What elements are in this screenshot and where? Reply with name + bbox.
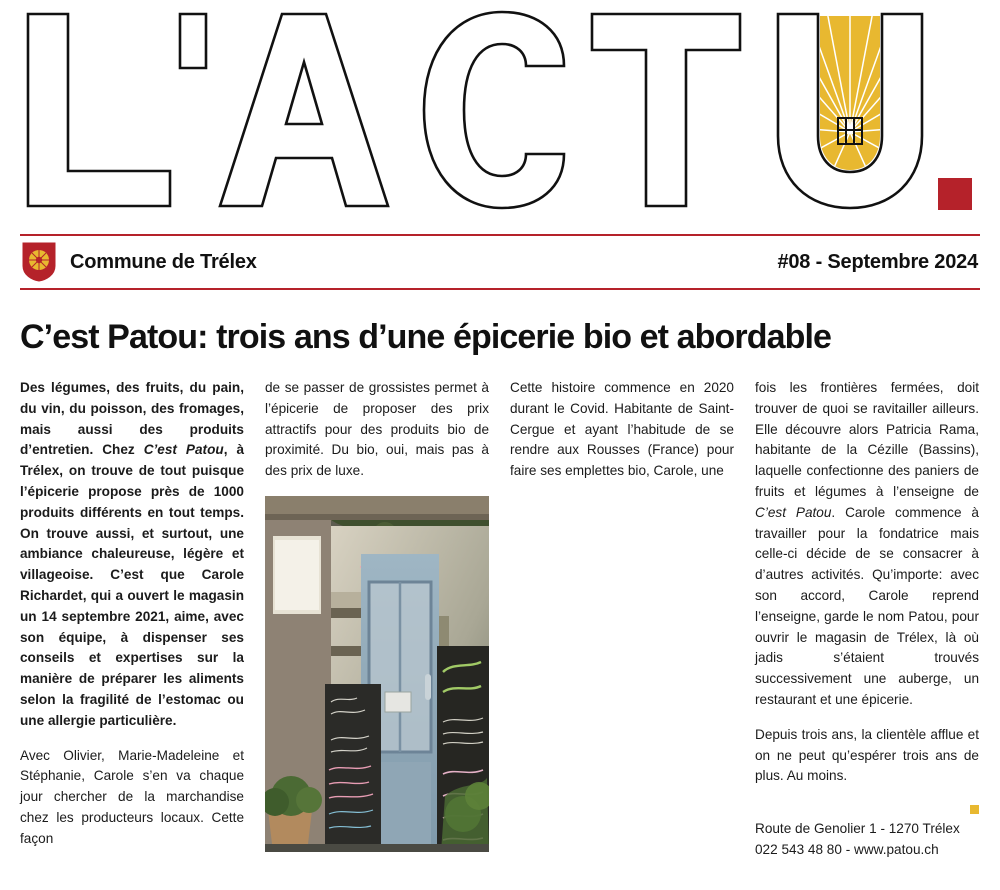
commune-bar (20, 234, 980, 290)
column-2 (265, 378, 489, 852)
paragraph: Avec Olivier, Marie-Madeleine et Stéphanie, Carole s’en va chaque jour chercher de la marchandise chez les producteurs locaux. Cette façon (20, 747, 244, 846)
paragraph: Cette histoire commence en 2020 durant le Covid. Habitante de Saint-Cergue et ayant l’habitude de se rendre aux Rousses (France) pour faire ses emplettes bio, Carole, une (510, 380, 734, 479)
issue-label: #08 - Septembre 2024 (777, 250, 978, 273)
contact-address: Route de Genolier 1 - 1270 Trélex (755, 821, 960, 837)
endmark-wrapper (755, 801, 979, 819)
masthead-accent-square (938, 178, 972, 210)
page-title: C’est Patou: trois ans d’une épicerie bio et abordable (20, 318, 832, 356)
column-1 (20, 378, 244, 864)
storefront-photo (265, 496, 489, 852)
contact-phone-web: 022 543 48 80 - www.patou.ch (755, 842, 939, 858)
article-columns (20, 378, 980, 864)
contact-block (755, 819, 979, 861)
column-4 (755, 378, 979, 861)
paragraph: Depuis trois ans, la clientèle afflue et on ne peut qu’espérer trois ans de plus. Au moins. (755, 726, 979, 784)
newsletter-page (0, 6, 1000, 890)
paragraph: de se passer de grossistes permet à l’épicerie de proposer des prix attractifs pour des produits bio de proximité. Du bio, oui, mais pas à des prix de luxe. (265, 380, 489, 479)
trelex-coat-of-arms-icon (22, 242, 56, 282)
column-3 (510, 378, 734, 496)
endmark-square (970, 805, 979, 814)
commune-label: Commune de Trélex (70, 250, 257, 273)
masthead (20, 6, 980, 224)
paragraph: Des légumes, des fruits, du pain, du vin, du poisson, des fromages, mais aussi des produits d’entretien. Chez C’est Patou, à Trélex, on trouve de tout puisque l’épicerie propose près de 1000 produits différents en tout temps. On trouve aussi, et surtout, une ambiance chaleureuse, légère et villageoise. C’est que Carole Richardet, qui a ouvert le magasin un 14 septembre 2021, aime, avec son équipe, à dispenser ses conseils et expertises sur la manière de préparer les aliments selon la fragilité de l’estomac ou une allergie particulière. (20, 380, 245, 728)
masthead-logotype (20, 6, 980, 224)
paragraph: fois les frontières fermées, doit trouver de quoi se ravitailler ailleurs. Elle découvre alors Patricia Rama, habitante de la Cézille (Bassins), laquelle confectionne des paniers de fruits et légumes à l’enseigne de C’est Patou. Carole commence à travailler pour la fondatrice mais celle-ci décide de se consacrer à d’autres activités. Qu’importe: avec son accord, Carole reprend l’enseigne, garde le nom Patou, pour ouvrir le magasin de Trélex, là où jadis s’étaient trouvés successivement une auberge, un restaurant et une épicerie. (755, 380, 979, 708)
